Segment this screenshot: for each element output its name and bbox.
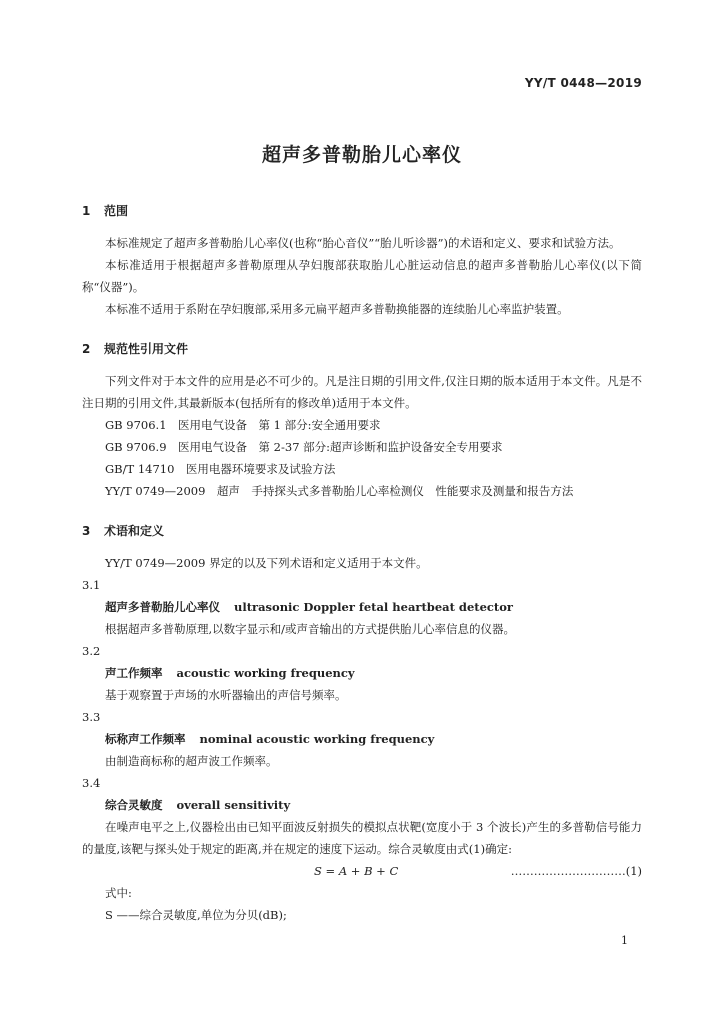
section-heading [82, 200, 642, 222]
term-definition: 基于观察置于声场的水听器输出的声信号频率。 [105, 688, 347, 702]
reference-item: GB/T 14710 医用电器环境要求及试验方法 [105, 462, 336, 476]
paragraph: 本标准不适用于系附在孕妇腹部,采用多元扁平超声多普勒换能器的连续胎儿心率监护装置。 [105, 302, 569, 316]
term-zh: 声工作频率 [105, 666, 163, 680]
term-en: ultrasonic Doppler fetal heartbeat detector [234, 600, 513, 614]
term-number: 3.1 [82, 578, 101, 592]
where-label: 式中: [105, 886, 132, 900]
section-number: 1 [82, 204, 91, 218]
section-heading [82, 338, 642, 360]
section-heading [82, 520, 642, 542]
section-number: 2 [82, 342, 91, 356]
document-body [82, 200, 642, 926]
term-heading [82, 728, 642, 750]
paragraph: 本标准适用于根据超声多普勒原理从孕妇腹部获取胎儿心脏运动信息的超声多普勒胎儿心率仪(以下简称“仪器”)。 [82, 258, 642, 294]
term-heading [82, 662, 642, 684]
term-definition: 在噪声电平之上,仪器检出由已知平面波反射损失的模拟点状靶(宽度小于 3 个波长)产生的多普勒信号能力的量度,该靶与探头处于规定的距离,并在规定的速度下运动。综合灵敏度由式(1)确定: [82, 820, 642, 856]
term-en: acoustic working frequency [176, 666, 355, 680]
paragraph: 本标准规定了超声多普勒胎儿心率仪(也称“胎心音仪”“胎儿听诊器”)的术语和定义、要求和试验方法。 [105, 236, 621, 250]
section-number: 3 [82, 524, 91, 538]
term-zh: 标称声工作频率 [105, 732, 186, 746]
section-title: 规范性引用文件 [104, 342, 189, 356]
reference-item: GB 9706.9 医用电气设备 第 2-37 部分:超声诊断和监护设备安全专用要求 [105, 440, 503, 454]
term-number: 3.2 [82, 644, 101, 658]
term-number: 3.3 [82, 710, 101, 724]
term-zh: 综合灵敏度 [105, 798, 163, 812]
term-en: nominal acoustic working frequency [199, 732, 435, 746]
term-number: 3.4 [82, 776, 101, 790]
formula-tag: …………………………(1) [510, 864, 642, 878]
term-definition: 由制造商标称的超声波工作频率。 [105, 754, 278, 768]
reference-item: GB 9706.1 医用电气设备 第 1 部分:安全通用要求 [105, 418, 381, 432]
formula [82, 860, 642, 882]
where-item: S ——综合灵敏度,单位为分贝(dB); [105, 908, 287, 922]
term-zh: 超声多普勒胎儿心率仪 [105, 600, 220, 614]
paragraph: YY/T 0749—2009 界定的以及下列术语和定义适用于本文件。 [105, 556, 428, 570]
page-number: 1 [621, 934, 628, 947]
standard-id: YY/T 0448—2019 [524, 76, 642, 90]
formula-expression: S = A + B + C [314, 864, 399, 878]
document-title: 超声多普勒胎儿心率仪 [261, 144, 462, 166]
term-definition: 根据超声多普勒原理,以数字显示和/或声音输出的方式提供胎儿心率信息的仪器。 [105, 622, 516, 636]
term-heading [82, 794, 642, 816]
section-title: 术语和定义 [104, 524, 165, 538]
section-title: 范围 [104, 204, 129, 218]
reference-item: YY/T 0749—2009 超声 手持探头式多普勒胎儿心率检测仪 性能要求及测量和报告方法 [105, 484, 574, 498]
term-en: overall sensitivity [176, 798, 291, 812]
term-heading [82, 596, 642, 618]
paragraph: 下列文件对于本文件的应用是必不可少的。凡是注日期的引用文件,仅注日期的版本适用于本文件。凡是不注日期的引用文件,其最新版本(包括所有的修改单)适用于本文件。 [82, 374, 642, 410]
